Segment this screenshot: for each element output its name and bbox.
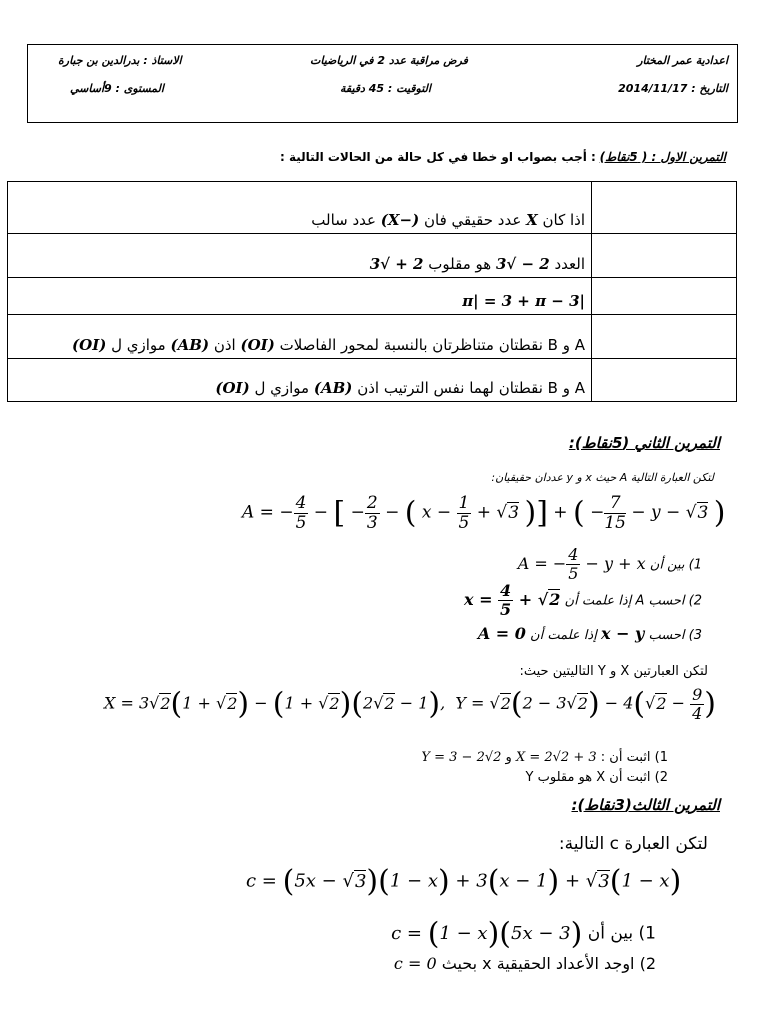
statement-3: |3 − π| = 3 + π: [8, 278, 592, 315]
exercise2-title: التمرين الثاني (5نقاط):: [568, 434, 720, 452]
expression-A: A = − $\frac{4}{5}$ − [ − $\frac{2}{3}$ − ( x − $\frac{1}{5}$ + √3 )] + ( − $\frac{7}{15}$ − y − √3 ): [242, 493, 726, 533]
exercise2-q1: 1) بين أن A = − $\frac{4}{5}$ − y + x: [517, 545, 702, 583]
statement-2: العدد 2 − √3 هو مقلوب 2 + √3: [8, 234, 592, 278]
answer-cell-3[interactable]: [592, 278, 737, 315]
exercise1-heading: [280, 150, 726, 164]
answer-cell-2[interactable]: [592, 234, 737, 278]
statement-4: A و B نقطتان متناظرتان بالنسبة لمحور الفاصلات (OI) اذن (AB) موازي ل (OI): [8, 315, 592, 359]
table-row: [8, 315, 737, 359]
answer-cell-4[interactable]: [592, 315, 737, 359]
exam-duration: التوقيت : 45 دقيقة: [340, 82, 431, 95]
exercise1-title: التمرين الاول : ( 5نقاط): [599, 150, 726, 164]
exercise2-intro2: لتكن العبارتين X و Y التاليتين حيث:: [519, 664, 708, 679]
exercise1-instruction: : أجب بصواب او خطا في كل حالة من الحالات التالية :: [280, 150, 596, 164]
exercise2-q2: 2) احسب A إذا علمت أن x = $\frac{4}{5}$ + √2: [463, 581, 702, 619]
exercise2-p2: 2) اثبت أن X هو مقلوب Y: [525, 770, 668, 785]
exercise2-p1: 1) اثبت أن : X = 2√2 + 3 و Y = 3 − 2√2: [421, 750, 668, 765]
statement-1: اذا كان X عدد حقيقي فان (−X) عدد سالب: [8, 182, 592, 234]
exercise2-q3: 3) احسب x − y إذا علمت أن A = 0: [477, 624, 702, 643]
student-level: المستوى : 9أساسي: [70, 82, 164, 95]
expressions-X-Y: X = 3√2(1 + √2) − (1 + √2)(2√2 − 1), Y = √2(2 − 3√2) − 4(√2 − $\frac{9}{4}$ ): [104, 685, 717, 723]
table-row: [8, 359, 737, 402]
teacher-name: الاستاذ : بدرالدين بن جبارة: [58, 54, 182, 67]
exercise3-q1: 1) بين أن c = (1 − x)(5x − 3): [391, 916, 656, 951]
table-row: [8, 234, 737, 278]
answer-cell-1[interactable]: [592, 182, 737, 234]
statement-5: A و B نقطتان لهما نفس الترتيب اذن (AB) موازي ل (OI): [8, 359, 592, 402]
exercise2-intro: لتكن العبارة التالية A حيث x و y عددان حقيقيان:: [491, 471, 714, 484]
exercise3-intro: لتكن العبارة c التالية:: [558, 834, 708, 854]
exam-title: فرض مراقبة عدد 2 في الرياضيات: [310, 54, 468, 67]
exercise3-q2: 2) اوجد الأعداد الحقيقية x بحيث c = 0: [393, 954, 656, 973]
table-row: [8, 278, 737, 315]
answer-cell-5[interactable]: [592, 359, 737, 402]
true-false-table: [7, 181, 737, 402]
exercise3-title: التمرين الثالث(3نقاط):: [571, 796, 720, 814]
expression-c: c = (5x − √3)(1 − x) + 3(x − 1) + √3(1 − x): [246, 864, 682, 899]
school-name: اعدادية عمر المختار: [637, 54, 728, 67]
exam-date: التاريخ : 2014/11/17: [618, 82, 728, 95]
table-row: [8, 182, 737, 234]
